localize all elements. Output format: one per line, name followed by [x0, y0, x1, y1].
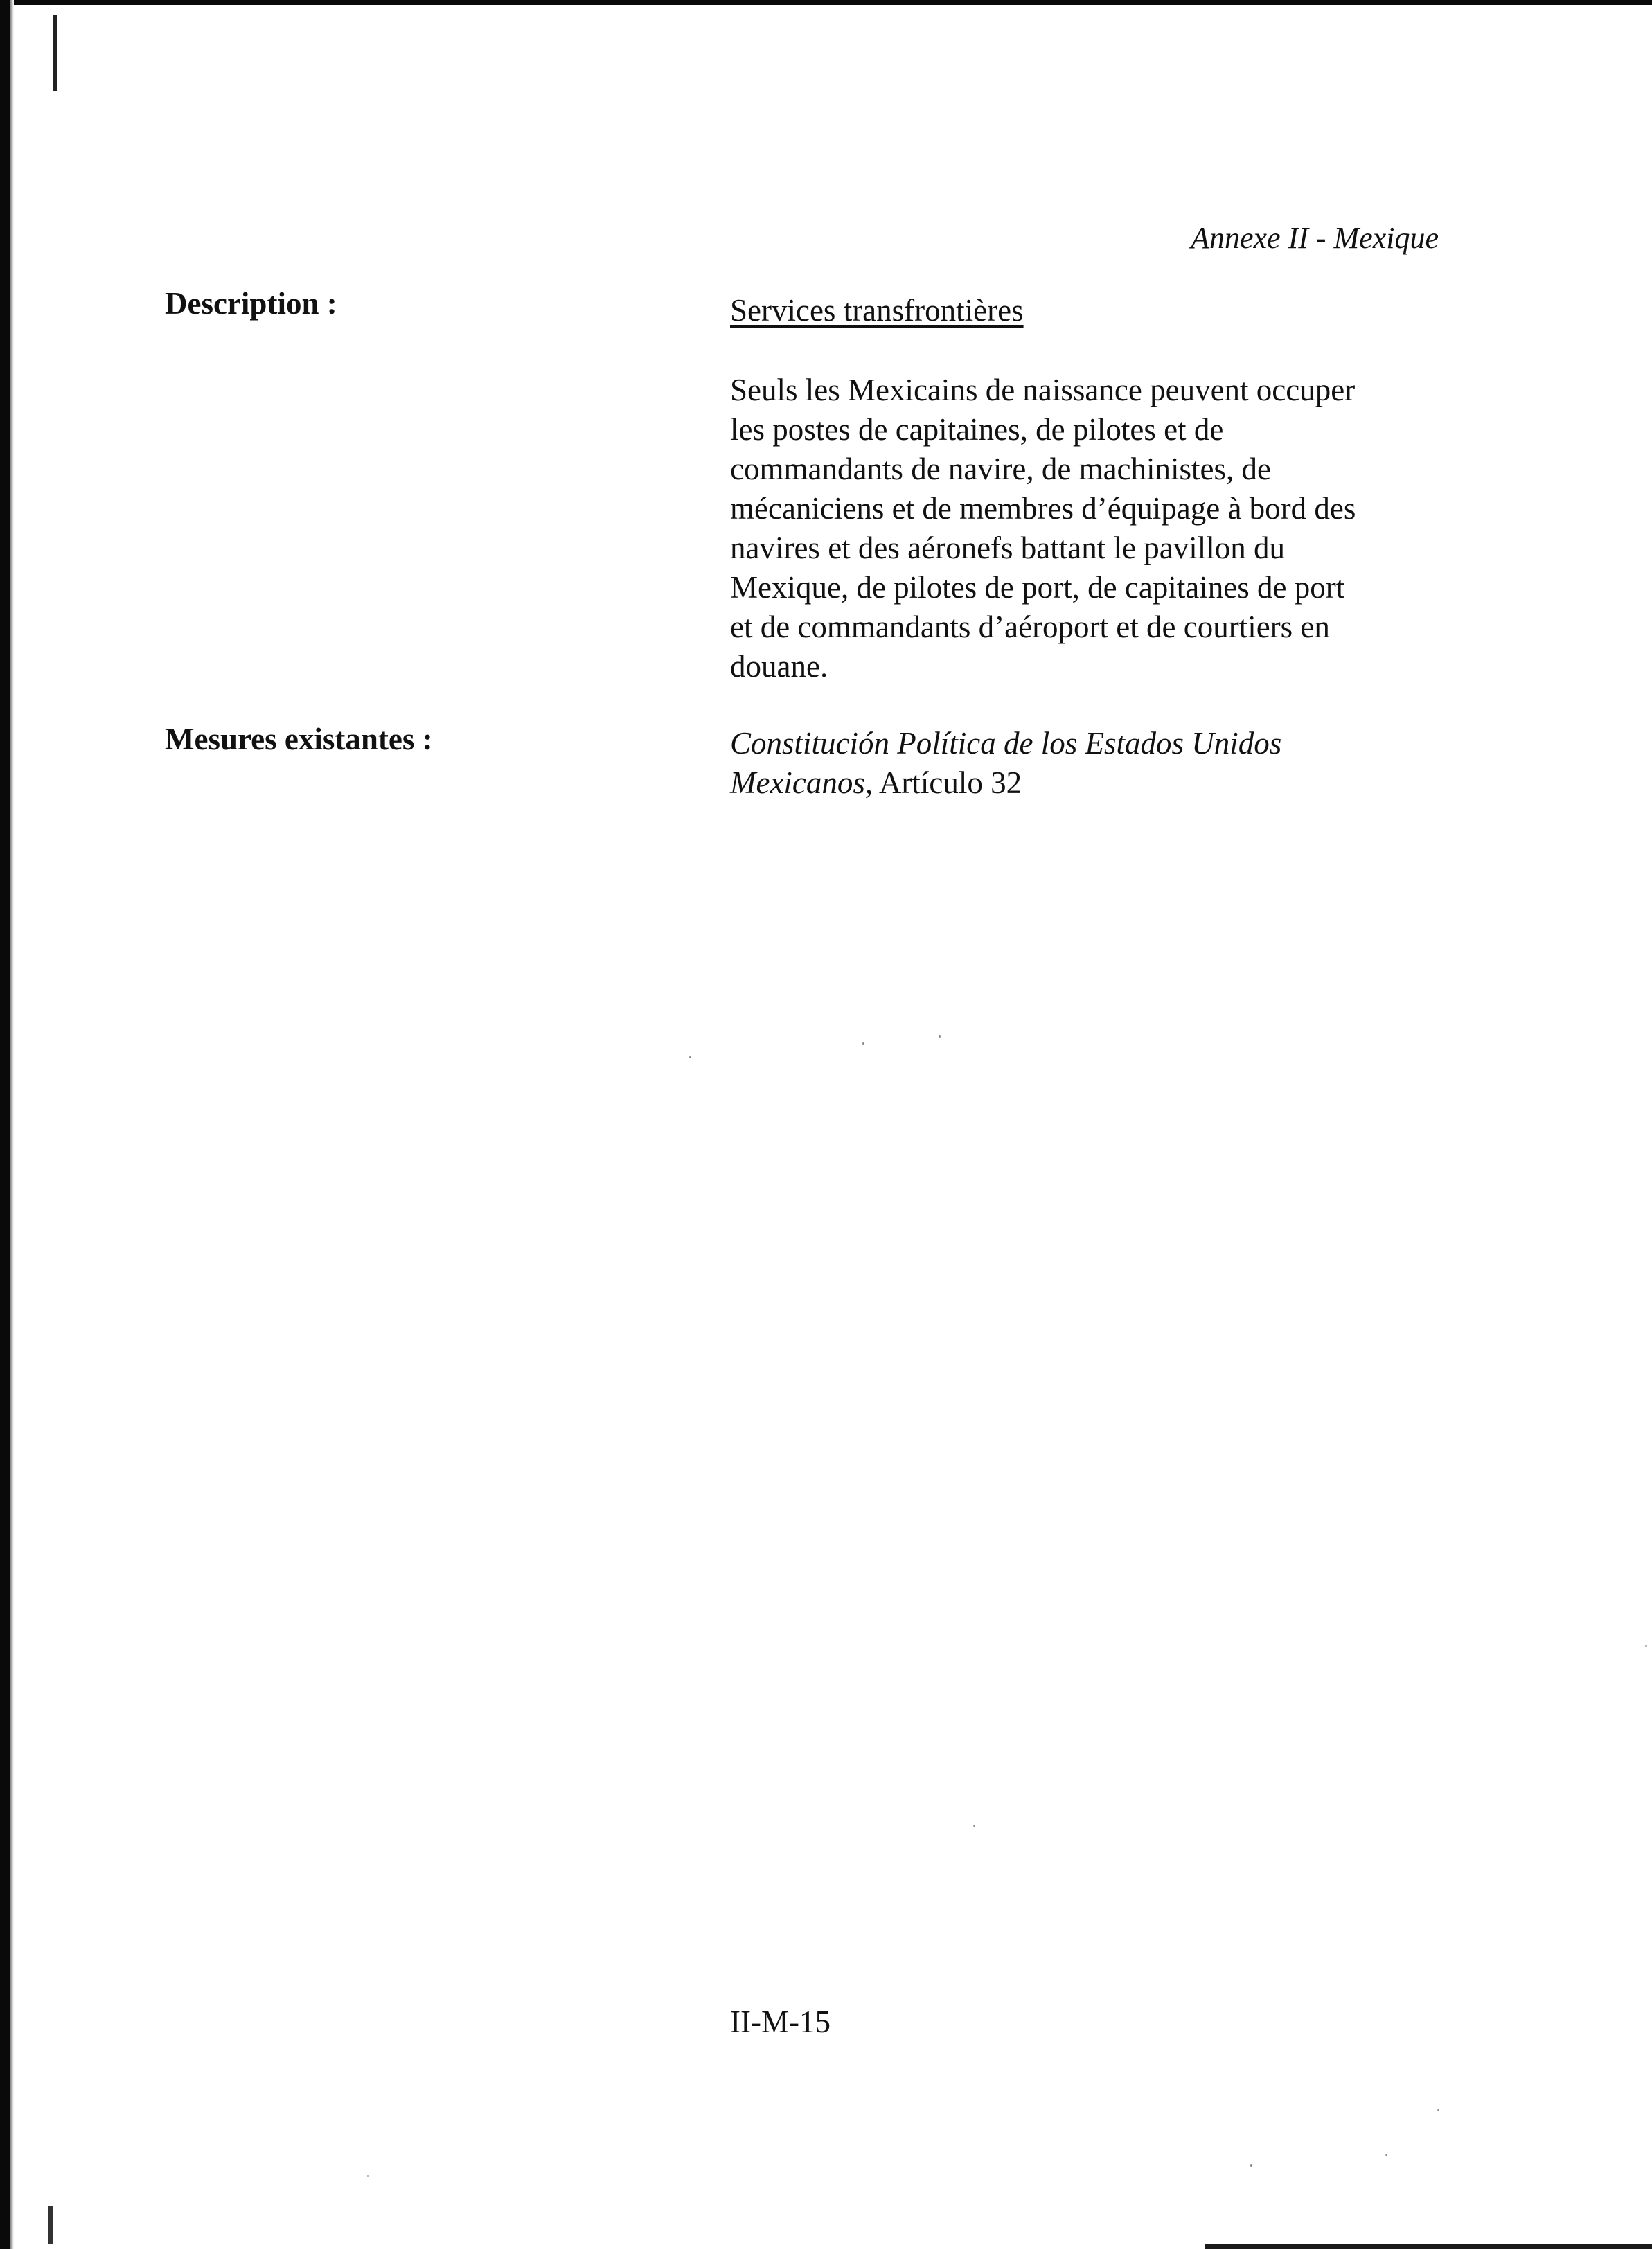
scan-speck [1385, 2154, 1387, 2156]
scan-binding-shadow [10, 0, 14, 2249]
description-line: les postes de capitaines, de pilotes et de [730, 412, 1224, 447]
annex-header: Annexe II - Mexique [1191, 221, 1439, 255]
description-line: commandants de navire, de machinistes, de [730, 452, 1271, 486]
scan-top-edge [0, 0, 1652, 5]
measures-line-2 [730, 763, 1450, 803]
scan-speck [367, 2175, 369, 2177]
description-line: Mexique, de pilotes de port, de capitaines de port [730, 570, 1345, 605]
article-reference: Artículo 32 [873, 765, 1022, 800]
description-body [730, 371, 1450, 686]
description-line: douane. [730, 649, 828, 684]
scan-speck [1250, 2164, 1252, 2167]
binding-mark-top [53, 15, 57, 91]
description-line: navires et des aéronefs battant le pavillon du [730, 531, 1285, 565]
section-title: Services transfrontières [730, 293, 1024, 328]
scan-binding-edge [0, 0, 10, 2249]
binding-mark-bottom [48, 2206, 53, 2244]
description-line: mécaniciens et de membres d’équipage à bord des [730, 491, 1356, 526]
scan-speck [689, 1056, 691, 1058]
scan-speck [1437, 2109, 1439, 2111]
measures-line-1 [730, 724, 1450, 763]
description-line: Seuls les Mexicains de naissance peuvent occuper [730, 373, 1356, 407]
constitution-title: Constitución Política de los Estados Unidos [730, 726, 1282, 761]
scan-speck [862, 1042, 864, 1045]
scan-speck [973, 1825, 975, 1827]
description-line: et de commandants d’aéroport et de courtiers en [730, 610, 1330, 644]
scan-speck [939, 1035, 941, 1038]
page-number: II-M-15 [730, 2004, 831, 2039]
constitution-title-cont: Mexicanos, [730, 765, 873, 800]
existing-measures-text [730, 724, 1450, 803]
description-label: Description : [165, 286, 337, 321]
existing-measures-label: Mesures existantes : [165, 722, 433, 756]
scan-bottom-edge [1205, 2244, 1652, 2249]
scan-speck [1645, 1645, 1647, 1647]
